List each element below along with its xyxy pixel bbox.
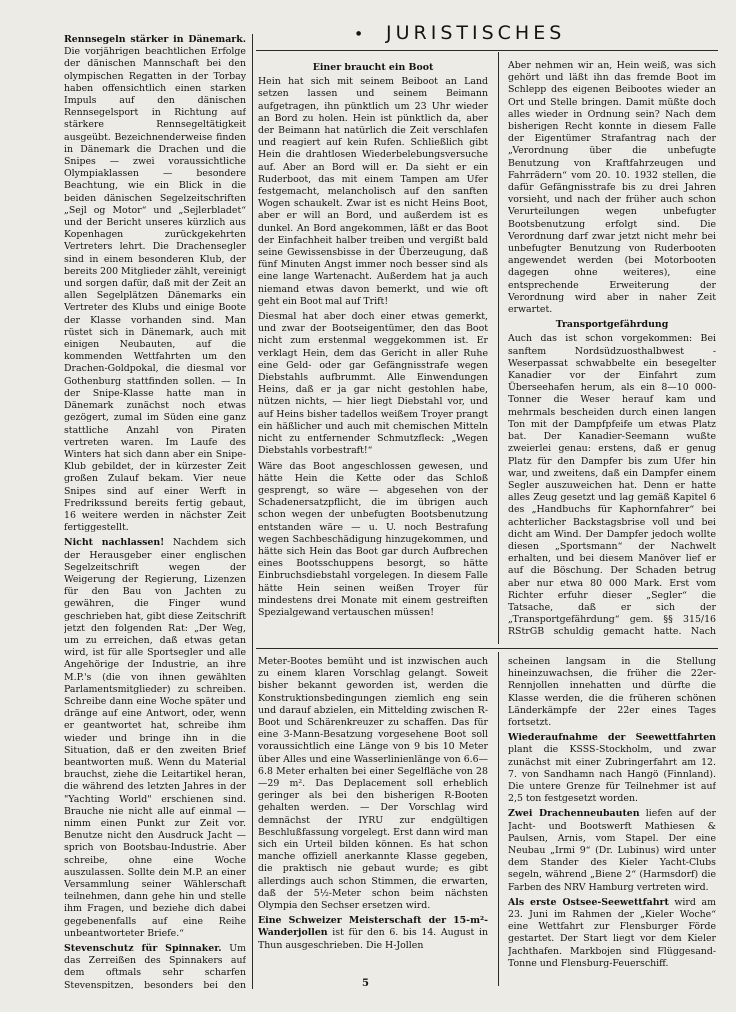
section-divider (256, 648, 718, 649)
article-text: Um das Zerreißen des Spinnakers auf dem oftmals sehr scharfen Stevenspitzen, besonders bei den (64, 943, 246, 989)
ornament-dot: ● (356, 30, 362, 37)
section-header: JURISTISCHES (386, 22, 566, 44)
article-text: wird am 23. Juni im Rahmen der „Kieler Woche“ eine Wettfahrt zur Flensburger Förde gestartet. Der Start liegt vor dem Kieler Jachthafen. Markbojen sind Flüggesand-Tonne und Flensburg-Feuerschiff. (508, 896, 716, 969)
article-text: Die vorjährigen beachtlichen Erfolge der dänischen Mannschaft bei den olympischen Regatten in der Torbay haben offensichtlich einen starken Impuls auf den dänischen Rennsegelsport in Richtung auf stärkere Rennsegeltätigkeit ausgeübt. Bezeichnenderweise finden in Dänemark die Drachen und die Snipes — zwei voraussichtliche Olympiaklassen — besondere Beachtung, wie ein Blick in die beiden dänischen Segelzeitschriften „Sejl og Motor“ und „Sejlerbladet“ und der Bericht unseres kürzlich aus Kopenhagen zurückgekehrten Vertreters lehrt. Die Drachensegler sind in einem besonderen Klub, der bereits 200 Mitglieder zählt, vereinigt und sorgen dafür, daß mit der Zeit an allen Segelplätzen Dänemarks ein Vertreter des Klubs und einige Boote der Klasse vorhanden sind. Man rüstet sich in Dänemark, auch mit einigen Neubauten, auf die kommenden Wettfahrten um den Drachen-Goldpokal, die diesmal vor Gothenburg stattfinden sollen. — In der Snipe-Klasse hatte man in Dänemark zunächst noch etwas gezögert, zumal im Süden eine ganz stattliche Anzahl von Piraten vertreten waren. Im Laufe des Winters hat sich dann aber ein Snipe-Klub gebildet, der in kürzester Zeit großen Zulauf bekam. Vier neue Snipes sind auf einer Werft in Fredrikssund bereits fertig gebaut, 16 weitere werden in nächster Zeit fertiggestellt. (64, 46, 246, 534)
article-seewettfahrten (508, 732, 716, 805)
article-title: Einer braucht ein Boot (312, 62, 434, 73)
article-rennsegeln (64, 34, 246, 534)
article-title: Rennsegeln stärker in Dänemark. (64, 34, 246, 45)
paragraph: Aber nehmen wir an, Hein weiß, was sich gehört und läßt ihn das fremde Boot im Schlepp des eigenen Beibootes wieder an Ort und Stelle bringen. Damit müßte doch alles wieder in Ordnung sein? Nach dem bisherigen Recht konnte in diesem Falle der Eigentümer Strafantrag nach der „Verordnung über die unbefugte Benutzung von Kraftfahrzeugen und Fahrrädern“ vom 20. 10. 1932 stellen, die dafür Gefängnisstrafe bis zu drei Jahren vorsieht, und nach der früher auch schon Verurteilungen wegen unbefugter Bootsbenutzung erfolgt sind. Die Verordnung darf zwar jetzt nicht mehr bei unbefugter Benutzung von Ruderbooten angewendet werden (bei Motorbooten dagegen ohne weiteres), eine entsprechende Erweiterung der Verordnung wird aber in naher Zeit erwartet. (508, 60, 716, 316)
page-number: 5 (362, 978, 369, 989)
article-schweizer-meisterschaft (258, 915, 488, 952)
article-text: ist für den 6. bis 14. August in Thun ausgeschrieben. Die H-Jollen (258, 927, 488, 951)
article-ostsee-seewettfahrt (508, 897, 716, 970)
article-title: Eine Schweizer Meisterschaft der 15-m²-Wanderjollen (258, 915, 488, 939)
paragraph: Diesmal hat aber doch einer etwas gemerkt, und zwar der Bootseigentümer, den das Boot nicht zum erstenmal weggekommen ist. Er verklagt Hein, dem das Gericht in aller Ruhe eine Geld- oder gar Gefängnisstrafe wegen Diebstahls aufbrummt. Alle Einwendungen Heins, daß er ja gar nicht gestohlen habe, nützen nichts, — hier liegt Diebstahl vor, und auf Heins bisher tadellos weißem Troyer prangt ein häßlicher und auch mit chemischen Mitteln nicht zu entfernender Schmutzfleck: „Wegen Diebstahls vorbestraft!“ (258, 311, 488, 457)
paragraph-text: Auch das ist schon vorgekommen: Bei sanftem Nordsüdzuosthalbwest - Weserpassat schwabbelte ein besegelter Kanadier vor der Einfahrt zum Überseehafen herum, als ein 8—10 000-Tonner die Weser herauf kam und mehrmals bescheiden durch einen langen Ton mit der Dampfpfeife um etwas Platz bat. Der Kanadier-Seemann wußte zweierlei genau: erstens, daß er genug Platz für den Dampfer bis zum Ufer hin war, und zweitens, daß ein Dampfer einem Segler auszuweichen hat. Denn er hatte alles Zeug gesetzt und lag gemäß Kapitel 6 des „Handbuchs für Kaphornfahrer“ bei achterlicher Backstagsbrise voll und bei dicht am Wind. Der Dampfer jedoch wollte diesen „Sportsmann“ der Nachwelt erhalten, und bei diesem Manöver lief er auf die Böschung. Der Schaden betrug aber nur etwa 80 000 Mark. Erst vom Richter erfuhr dieser „Segler“ die Tatsache, daß er sich der „Transportgefährdung“ gem. §§ 315/16 RStrGB schuldig gemacht hatte. Nach (508, 333, 716, 638)
column-rule-left (252, 34, 253, 989)
article-title: Nicht nachlassen! (64, 537, 165, 549)
article-nicht-nachlassen (64, 537, 246, 940)
column-rule-right-upper (498, 52, 499, 644)
column-2-upper (258, 60, 488, 640)
paragraph: Hein hat sich mit seinem Beiboot an Land setzen lassen und seinem Beimann aufgetragen, ihn pünktlich um 23 Uhr wieder an Bord zu holen. Hein ist pünktlich da, aber der Beimann hat natürlich die Zeit verschlafen und reagiert auf kein Rufen. Schließlich gibt Hein die drahtlosen Wiederbelebungsversuche auf. Aber an Bord will er. Da sieht er ein Ruderboot, das mit einem Tampen am Ufer festgemacht, melancholisch auf den sanften Wogen schaukelt. Zwar ist es nicht Heins Boot, aber er will an Bord, und außerdem ist es dunkel. An Bord angekommen, läßt er das Boot der Einfachheit halber treiben und vergißt bald seine Gewissensbisse in der Überzeugung, daß fünf Minuten Angst immer noch besser sind als eine lange Wartenacht. Außerdem hat ja auch niemand etwas davon bemerkt, und wie oft geht ein Boot mal auf Trift! (258, 76, 488, 307)
article-text: plant die KSSS-Stockholm, und zwar zunächst mit einer Zubringerfahrt am 12. 7. von Sandhamn nach Hangö (Finnland). Die untere Grenze für Teilnehmer ist auf 2,5 ton festgesetzt worden. (508, 744, 716, 805)
article-title: Wiederaufnahme der Seewettfahrten (508, 732, 716, 744)
article-title: Transportgefährdung (555, 319, 669, 331)
column-rule-right-lower (498, 652, 499, 986)
article-stevenschutz (64, 943, 246, 989)
header-rule (256, 50, 718, 51)
paragraph: Meter-Bootes bemüht und ist inzwischen auch zu einem klaren Vorschlag gelangt. Soweit bisher bekannt geworden ist, werden die Konstruktionsbedingungen ziemlich eng sein und darauf abzielen, ein Mittelding zwischen R-Boot und Schärenkreuzer zu schaffen. Das für eine 3-Mann-Besatzung vorgesehene Boot soll voraussichtlich eine Länge von 9 bis 10 Meter über Alles und eine Wasserlinienlänge von 6.6—6.8 Meter erhalten bei einer Segelfläche von 28—29 m². Das Deplacement soll erheblich geringer als bei den bisherigen R-Booten gehalten werden. — Der Vorschlag wird demnächst der IYRU zur endgültigen Beschlußfassung vorgelegt. Erst dann wird man sich ein Urteil bilden können. Es hat schon manche offiziell anerkannte Klasse gegeben, die praktisch nie gebaut wurde; es gibt allerdings auch schon Stimmen, die erwarten, daß der 5½-Meter schon beim nächsten Olympia den Sechser ersetzen wird. (258, 656, 488, 912)
article-drachenneubauten (508, 808, 716, 893)
article-title: Zwei Drachenneubauten (508, 808, 640, 820)
paragraph (508, 333, 716, 640)
article-text: Nachdem sich der Herausgeber einer englischen Segelzeitschrift wegen der Weigerung der Regierung, Lizenzen für den Bau von Jachten zu gewähren, die Finger wund geschrieben hat, gibt diese Zeitschrift jetzt den folgenden Rat: „Der Weg, um zu erreichen, daß etwas getan wird, ist für alle Sportsegler und alle Angehörige der Industrie, an ihre M.P.'s (die von ihnen gewählten Parlamentsmitglieder) zu schreiben. Schreibe dann eine Woche später und dränge auf eine Antwort, oder, wenn er geantwortet hat, schreibe ihm wieder und bringe ihn in die Situation, daß er den zweiten Brief beantworten muß. Wenn du Material brauchst, ziehe die Leitartikel heran, die während des letzten Jahres in der "Yachting World" erschienen sind. Brauche nie nicht alle auf einmal — nimm einen Punkt zur Zeit vor. Benutze nicht den Ausdruck Jacht — sprich von Bootsbau-Industrie. Aber schreibe, ohne eine Woche auszulassen. Sollte dein M.P. an einer Versammlung seiner Wählerschaft teilnehmen, dann gehe hin und stelle ihm Fragen, und beziehe dich dabei gegebenenfalls auf eine Reihe unbeantworteter Briefe.“ (64, 537, 246, 939)
article-title: Als erste Ostsee-Seewettfahrt (508, 896, 669, 908)
article-text: liefen auf der Jacht- und Bootswerft Mathiesen & Paulsen, Arnis, vom Stapel. Der eine Neubau „Irmi 9“ (Dr. Lubinus) wird unter dem Stander des Kieler Yacht-Clubs segeln, während „Biene 2“ (Harmsdorf) die Farben des NRV Hamburg vertreten wird. (508, 808, 716, 893)
paragraph: scheinen langsam in die Stellung hineinzuwachsen, die früher die 22er-Rennjollen innehatten und dürfte die Klasse werden, die die früheren schönen Länderkämpfe der 22er eines Tages fortsetzt. (508, 656, 716, 729)
column-3-lower (508, 656, 716, 986)
paragraph: Wäre das Boot angeschlossen gewesen, und hätte Hein die Kette oder das Schloß gesprengt, so wäre — abgesehen von der Schadenersatzpflicht, die im übrigen auch schon wegen der unbefugten Bootsbenutzung entstanden wäre — u. U. noch Bestrafung wegen Sachbeschädigung hinzugekommen, und hätte sich Hein das Boot gar durch Aufbrechen eines Bootsschuppens besorgt, so hätte Einbruchsdiebstahl vorgelegen. In diesem Falle hätte Hein seinen weißen Troyer für mindestens drei Monate mit einem gestreiften Spezialgewand vertauschen müssen! (258, 460, 488, 618)
article-title: Stevenschutz für Spinnaker. (64, 943, 222, 955)
column-2-lower (258, 656, 488, 974)
column-1 (64, 34, 246, 989)
column-3-upper (508, 60, 716, 640)
